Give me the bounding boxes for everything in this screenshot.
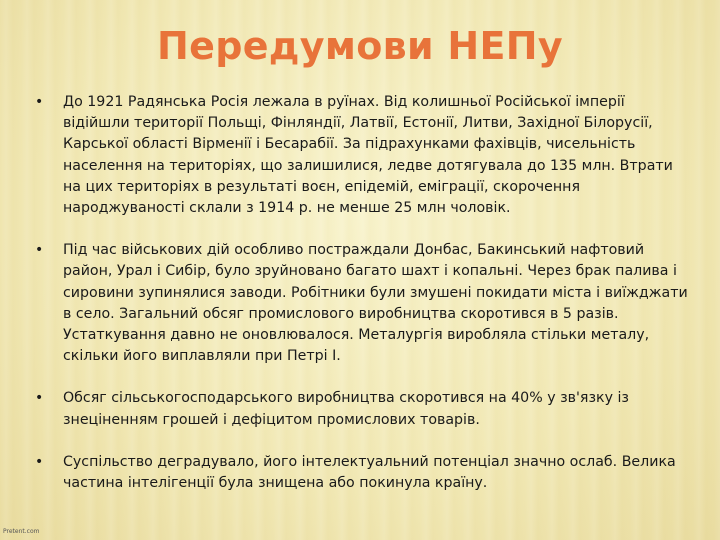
bullet-text: Обсяг сільськогосподарського виробництва скоротився на 40% у зв'язку із знеціненням грошей і дефіцитом промислових товарів. [63,390,629,428]
watermark: Pretent.com [3,528,40,535]
bullet-item [30,388,690,430]
bullet-dot-icon: • [35,94,44,110]
bullet-list [30,92,690,494]
bullet-item [30,452,690,494]
bullet-item [30,92,690,219]
bullet-text: Суспільство деградувало, його інтелектуальний потенціал значно ослаб. Велика частина інтелігенції була знищена або покинула країну. [63,453,676,492]
bullet-dot-icon: • [35,390,44,407]
slide-title: Передумови НЕПу [157,24,563,68]
bullet-text: До 1921 Радянська Росія лежала в руїнах. Від колишньої Російської імперії відійшли території Польщі, Фінляндії, Латвії, Естонії, Литви, Західної Білорусії, Карської області Вірменії і Бесарабії. За підрахунками фахівців, чисельність населення на територіях, що залишилися, ледве дотягувала до 135 млн. Втрати на цих територіях в результаті воєн, епідемій, еміграції, скорочення народжуваності склали з 1914 р. не менше 25 млн чоловік. [63,94,673,217]
bullet-dot-icon: • [35,453,44,470]
bullet-dot-icon: • [35,242,44,259]
bullet-item [30,240,690,367]
bullet-text: Під час військових дій особливо постраждали Донбас, Бакинський нафтовий район, Урал і Сибір, було зруйновано багато шахт і копальні. Через брак палива і сировини зупинялися заводи. Робітники були змушені покидати міста і виїжджати в село. Загальний обсяг промислового виробництва скоротився в 5 разів. Устаткування давно не оновлювалося. Металургія виробляла стільки металу, скільки його виплавляли при Петрі І. [63,242,688,365]
